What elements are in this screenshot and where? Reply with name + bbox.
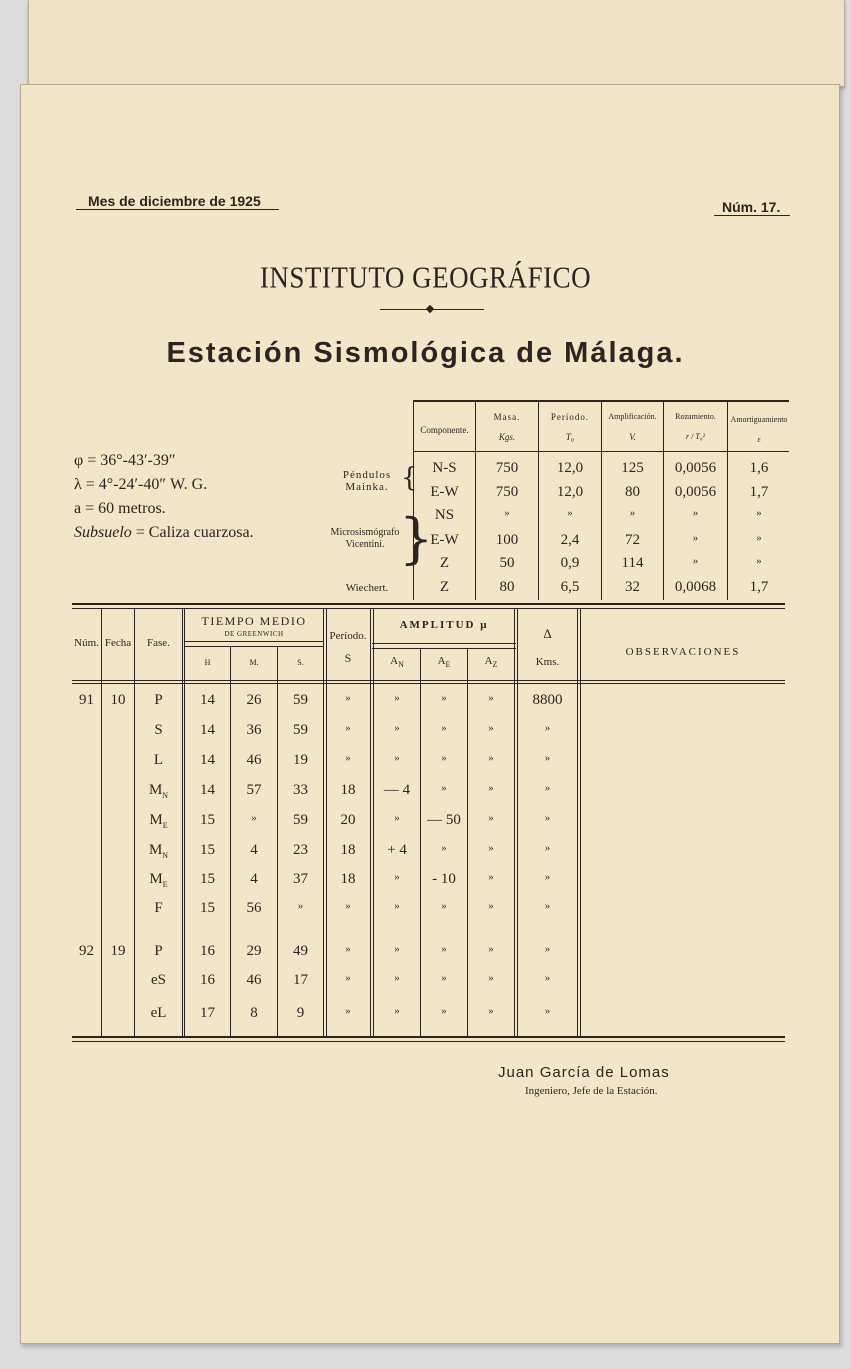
instrument-amplificacion-cell: 72 bbox=[625, 532, 640, 548]
cell-ae: » bbox=[441, 943, 447, 955]
altitude: a = 60 metros. bbox=[74, 500, 166, 517]
cell-az: » bbox=[488, 900, 494, 912]
latitude: φ = 36°-43′-39″ bbox=[74, 452, 176, 469]
col-m: M. bbox=[249, 658, 259, 667]
phase-subscript: N bbox=[162, 851, 169, 860]
cell-an: » bbox=[394, 722, 400, 734]
instrument-rozamiento-cell: » bbox=[692, 532, 699, 544]
phase-label: P bbox=[154, 692, 163, 708]
instrument-amplificacion-cell: 114 bbox=[621, 555, 644, 571]
cell-per: 18 bbox=[340, 871, 356, 887]
instrument-componente-cell: Z bbox=[439, 579, 450, 595]
institute-title: INSTITUTO GEOGRÁFICO bbox=[259, 259, 592, 295]
cell-per: » bbox=[345, 692, 351, 704]
instrument-amortiguamiento-cell: » bbox=[756, 532, 762, 544]
subsoil-label: Subsuelo bbox=[74, 524, 132, 541]
cell-an: + 4 bbox=[387, 842, 407, 858]
cell-m: 46 bbox=[246, 972, 262, 988]
col-an: $A_N$ bbox=[390, 655, 404, 670]
cell-m: 56 bbox=[246, 900, 262, 916]
cell-h: 16 bbox=[200, 943, 215, 959]
phase-label: L bbox=[153, 752, 164, 768]
instrument-amplificacion-cell: 32 bbox=[625, 579, 640, 595]
longitude: λ = 4°-24′-40″ W. G. bbox=[74, 476, 208, 493]
cell-fase bbox=[135, 782, 182, 800]
phase-label: eL bbox=[150, 1005, 167, 1021]
station-coordinates bbox=[74, 449, 254, 545]
bulletin-number: Núm. 17. bbox=[714, 199, 790, 216]
cell-an: » bbox=[394, 943, 400, 955]
cell-az: » bbox=[488, 692, 494, 704]
instrument-rozamiento-cell: 0,0056 bbox=[674, 484, 717, 500]
cell-m: » bbox=[251, 812, 257, 824]
phase-label: F bbox=[154, 900, 163, 916]
cell-fecha: 19 bbox=[110, 943, 126, 959]
phase-label: M bbox=[149, 871, 163, 887]
cell-m: 36 bbox=[246, 722, 262, 738]
cell-az: » bbox=[488, 812, 494, 824]
signature-title: Ingeniero, Jefe de la Estación. bbox=[525, 1085, 658, 1097]
previous-sheet-edge bbox=[28, 0, 845, 87]
phase-label: M bbox=[149, 812, 163, 828]
group-mainka: Péndulos Mainka. bbox=[342, 469, 392, 493]
cell-az: » bbox=[488, 842, 494, 854]
cell-per: » bbox=[345, 1005, 351, 1017]
cell-m: 4 bbox=[250, 842, 258, 858]
instrument-amortiguamiento-cell: » bbox=[756, 555, 762, 567]
cell-fase bbox=[135, 900, 182, 918]
cell-h: 14 bbox=[200, 752, 215, 768]
cell-az: » bbox=[488, 943, 494, 955]
cell-d: » bbox=[544, 972, 551, 984]
group-vicentini: Microsismógrafo Vicentini. bbox=[330, 527, 400, 550]
cell-ae: - 10 bbox=[432, 871, 456, 887]
cell-fase bbox=[135, 943, 182, 961]
cell-az: » bbox=[488, 972, 494, 984]
col-num: Núm. bbox=[74, 637, 99, 649]
instrument-masa-cell: 50 bbox=[499, 555, 515, 571]
station-title: Estación Sismológica de Málaga. bbox=[166, 337, 685, 369]
col-rozamiento: Rozamiento. bbox=[675, 412, 716, 421]
col-rozamiento-unit: r / T₀² bbox=[686, 432, 705, 441]
phase-label: S bbox=[154, 722, 163, 738]
instrument-periodo-cell: 0,9 bbox=[560, 555, 580, 571]
instrument-masa-cell: 750 bbox=[495, 460, 519, 476]
instrument-masa-cell: 80 bbox=[499, 579, 515, 595]
instrument-periodo-cell: » bbox=[567, 507, 573, 519]
instrument-amortiguamiento-cell: 1,7 bbox=[749, 579, 769, 595]
cell-s: 33 bbox=[293, 782, 308, 798]
cell-fecha: 10 bbox=[110, 692, 126, 708]
cell-s: 49 bbox=[293, 943, 308, 959]
cell-per: » bbox=[345, 972, 351, 984]
instrument-amortiguamiento-cell: 1,7 bbox=[749, 484, 769, 500]
cell-az: » bbox=[488, 782, 494, 794]
cell-s: » bbox=[297, 900, 304, 912]
instrument-amplificacion-cell: » bbox=[629, 507, 636, 519]
cell-d: » bbox=[544, 1005, 551, 1017]
phase-label: M bbox=[148, 842, 163, 858]
cell-d: » bbox=[544, 943, 551, 955]
cell-d: » bbox=[544, 900, 551, 912]
instrument-componente-cell: E-W bbox=[430, 532, 459, 548]
cell-az: » bbox=[488, 1005, 494, 1017]
brace-mainka: { bbox=[401, 463, 418, 493]
cell-per: 18 bbox=[340, 842, 356, 858]
cell-per: 18 bbox=[340, 782, 356, 798]
cell-fase bbox=[135, 871, 182, 889]
col-periodo: Período. bbox=[329, 630, 367, 642]
col-fase: Fase. bbox=[147, 637, 170, 649]
cell-az: » bbox=[488, 722, 494, 734]
col-componente: Componente. bbox=[420, 425, 469, 435]
cell-d: » bbox=[544, 722, 551, 734]
col-h: H bbox=[204, 658, 211, 667]
cell-az: » bbox=[488, 871, 494, 883]
instrument-rozamiento-cell: » bbox=[692, 555, 699, 567]
cell-s: 37 bbox=[293, 871, 308, 887]
cell-per: » bbox=[345, 943, 351, 955]
col-periodo-s: S bbox=[344, 651, 352, 665]
phase-label: M bbox=[148, 782, 163, 798]
instrument-componente-cell: Z bbox=[439, 555, 450, 571]
cell-d: » bbox=[544, 871, 551, 883]
cell-an: » bbox=[394, 900, 400, 912]
col-az: $A_Z$ bbox=[484, 655, 498, 670]
cell-per: » bbox=[345, 752, 351, 764]
col-amplitud: AMPLITUD μ bbox=[399, 619, 489, 631]
cell-s: 19 bbox=[293, 752, 308, 768]
cell-per: 20 bbox=[340, 812, 356, 828]
cell-an: » bbox=[394, 752, 400, 764]
col-tiempo-sub: DE GREENWICH bbox=[224, 630, 284, 638]
cell-s: 59 bbox=[293, 722, 308, 738]
phase-subscript: N bbox=[162, 791, 169, 800]
col-amortiguamiento-unit: ε bbox=[757, 435, 761, 444]
cell-ae: » bbox=[441, 1005, 447, 1017]
instrument-periodo-cell: 2,4 bbox=[560, 532, 580, 548]
cell-m: 57 bbox=[246, 782, 262, 798]
phase-label: P bbox=[154, 943, 163, 959]
signature-name: Juan García de Lomas bbox=[498, 1064, 670, 1081]
brace-vicentini: } bbox=[399, 507, 434, 570]
cell-az: » bbox=[488, 752, 494, 764]
col-ae: $A_E$ bbox=[437, 655, 451, 670]
cell-h: 17 bbox=[200, 1005, 215, 1021]
group-wiechert: Wiechert. bbox=[345, 582, 389, 594]
cell-num: 91 bbox=[79, 692, 94, 708]
col-amortiguamiento: Amortiguamiento bbox=[730, 415, 788, 424]
cell-fase bbox=[135, 812, 182, 830]
instrument-rozamiento-cell: » bbox=[692, 507, 699, 519]
instrument-amortiguamiento-cell: 1,6 bbox=[749, 460, 769, 476]
month-heading: Mes de diciembre de 1925 bbox=[76, 193, 279, 210]
col-kms: Kms. bbox=[535, 656, 560, 668]
cell-h: 15 bbox=[200, 900, 215, 916]
cell-an: » bbox=[394, 871, 400, 883]
instrument-amplificacion-cell: 80 bbox=[625, 484, 640, 500]
phase-subscript: E bbox=[162, 821, 168, 830]
instrument-rozamiento-cell: 0,0056 bbox=[674, 460, 717, 476]
cell-ae: » bbox=[441, 692, 447, 704]
cell-h: 16 bbox=[200, 972, 215, 988]
cell-s: 23 bbox=[293, 842, 308, 858]
cell-h: 14 bbox=[200, 782, 215, 798]
cell-ae: » bbox=[441, 722, 447, 734]
cell-ae: » bbox=[441, 972, 447, 984]
instrument-periodo-cell: 12,0 bbox=[556, 484, 584, 500]
cell-fase bbox=[135, 752, 182, 770]
cell-an: — 4 bbox=[383, 782, 411, 798]
cell-ae: — 50 bbox=[427, 812, 461, 828]
cell-an: » bbox=[394, 692, 400, 704]
cell-fase bbox=[135, 1005, 182, 1023]
cell-an: » bbox=[394, 812, 400, 824]
col-masa: Masa. bbox=[493, 412, 521, 422]
instrument-periodo-cell: 12,0 bbox=[556, 460, 584, 476]
cell-h: 14 bbox=[200, 692, 215, 708]
cell-h: 15 bbox=[200, 812, 215, 828]
col-observaciones: OBSERVACIONES bbox=[625, 646, 741, 658]
cell-fase bbox=[135, 972, 182, 990]
cell-d: » bbox=[544, 842, 551, 854]
instrument-rozamiento-cell: 0,0068 bbox=[674, 579, 717, 595]
col-periodo: Período. bbox=[550, 412, 590, 422]
cell-per: » bbox=[345, 722, 351, 734]
cell-ae: » bbox=[441, 752, 447, 764]
cell-h: 14 bbox=[200, 722, 215, 738]
cell-m: 4 bbox=[250, 871, 258, 887]
instrument-masa-cell: » bbox=[504, 507, 510, 519]
instrument-masa-cell: 750 bbox=[495, 484, 519, 500]
cell-ae: » bbox=[441, 782, 447, 794]
cell-an: » bbox=[394, 972, 400, 984]
cell-h: 15 bbox=[200, 871, 215, 887]
cell-fase bbox=[135, 692, 182, 710]
col-masa-unit: Kgs. bbox=[498, 432, 516, 442]
cell-fase bbox=[135, 842, 182, 860]
col-tiempo-medio: TIEMPO MEDIO bbox=[201, 614, 307, 628]
instrument-componente-cell: E-W bbox=[430, 484, 459, 500]
instrument-periodo-cell: 6,5 bbox=[560, 579, 580, 595]
subsoil bbox=[74, 521, 254, 545]
col-delta: Δ bbox=[543, 626, 552, 641]
cell-s: 59 bbox=[293, 812, 308, 828]
cell-s: 9 bbox=[296, 1005, 305, 1021]
col-fecha: Fecha bbox=[104, 637, 132, 649]
instrument-amplificacion-cell: 125 bbox=[621, 460, 644, 476]
cell-s: 59 bbox=[293, 692, 308, 708]
cell-m: 8 bbox=[250, 1005, 258, 1021]
phase-subscript: E bbox=[162, 880, 168, 889]
cell-m: 29 bbox=[246, 943, 262, 959]
cell-an: » bbox=[394, 1005, 400, 1017]
cell-per: » bbox=[345, 900, 351, 912]
cell-d: » bbox=[544, 782, 551, 794]
cell-m: 46 bbox=[246, 752, 262, 768]
col-amplificacion-unit: V. bbox=[629, 432, 636, 442]
cell-h: 15 bbox=[200, 842, 215, 858]
subsoil-value: = Caliza cuarzosa. bbox=[131, 524, 254, 541]
cell-ae: » bbox=[441, 900, 447, 912]
instrument-amortiguamiento-cell: » bbox=[756, 507, 762, 519]
col-s: S. bbox=[297, 658, 304, 667]
cell-s: 17 bbox=[293, 972, 308, 988]
instrument-componente-cell: NS bbox=[434, 507, 455, 523]
col-periodo-unit: T₀ bbox=[565, 432, 575, 442]
cell-d: » bbox=[544, 812, 551, 824]
cell-d: » bbox=[544, 752, 551, 764]
phase-label: eS bbox=[151, 972, 166, 988]
cell-ae: » bbox=[441, 842, 447, 854]
col-amplificacion: Amplificación. bbox=[608, 412, 657, 421]
instrument-masa-cell: 100 bbox=[495, 532, 519, 548]
instrument-componente-cell: N-S bbox=[432, 460, 457, 476]
cell-fase bbox=[135, 722, 182, 740]
cell-m: 26 bbox=[246, 692, 262, 708]
cell-num: 92 bbox=[79, 943, 94, 959]
cell-d: 8800 bbox=[532, 692, 563, 708]
